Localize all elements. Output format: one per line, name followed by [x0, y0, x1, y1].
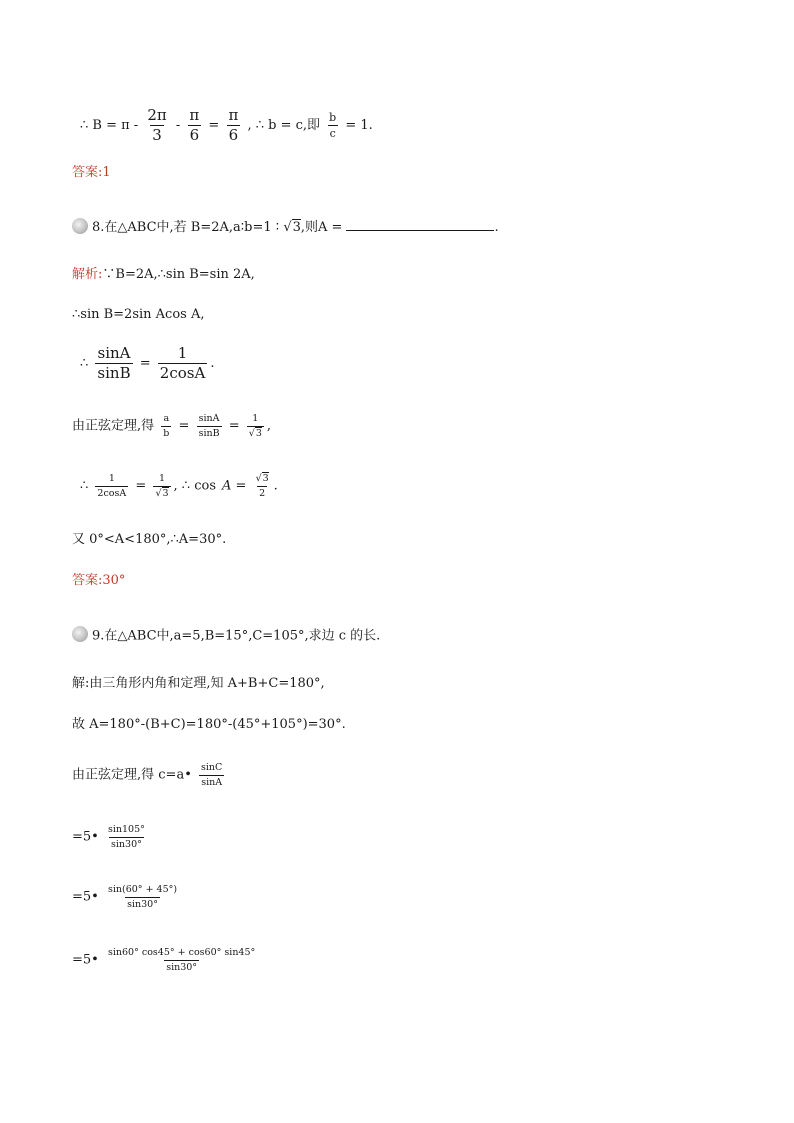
- fraction: [95, 346, 132, 381]
- numerator: sin105°: [107, 824, 145, 835]
- text: ∴ B = π -: [80, 118, 139, 133]
- question-bullet-icon: [72, 626, 88, 642]
- fraction: [153, 474, 170, 498]
- fraction: [145, 108, 168, 143]
- question-bullet-icon: [72, 218, 88, 234]
- denominator: 6: [228, 126, 239, 144]
- solution-9-line-6: [72, 948, 260, 972]
- fraction: [106, 825, 147, 849]
- numerator: 2π: [147, 106, 167, 124]
- fraction: [106, 948, 257, 972]
- text: , ∴ b = c,即: [247, 118, 321, 133]
- sqrt: √3: [248, 427, 262, 439]
- numerator: π: [189, 106, 200, 124]
- solution-8-line-1: [72, 268, 255, 281]
- numerator: π: [228, 106, 239, 124]
- solution-8-line-6: 又 0°<A<180°,∴A=30°.: [72, 532, 227, 547]
- denominator: 6: [189, 126, 200, 144]
- denominator: sin30°: [111, 838, 142, 850]
- denominator: sinB: [97, 364, 131, 382]
- text: ∵B=2A,∴sin B=sin 2A,: [102, 267, 255, 282]
- fraction: [197, 414, 222, 438]
- fraction: [106, 885, 179, 909]
- solution-label: 解析:: [72, 267, 103, 282]
- text: =5•: [72, 829, 99, 845]
- solution-9-line-1: 解:由三角形内角和定理,知 A+B+C=180°,: [72, 676, 325, 691]
- sqrt: √3: [283, 220, 301, 235]
- text: A =: [222, 478, 247, 494]
- solution-8-line-4: [72, 414, 271, 438]
- text: = 1.: [345, 118, 373, 133]
- denominator: b: [163, 427, 170, 439]
- numerator: 1: [108, 473, 115, 484]
- derivation-line-1: [80, 108, 373, 143]
- text: =: [135, 478, 147, 494]
- text: =: [228, 418, 240, 434]
- text: =: [178, 418, 190, 434]
- denominator: [247, 426, 264, 439]
- answer-1: 答案:1: [72, 165, 111, 180]
- numerator: sin60° cos45° + cos60° sin45°: [107, 947, 256, 958]
- text: =5•: [72, 889, 99, 905]
- sqrt: √3: [155, 487, 169, 499]
- text: -: [175, 118, 181, 133]
- text: ,: [266, 418, 272, 434]
- denominator: sinA: [201, 776, 223, 788]
- answer-2: 答案:30°: [72, 573, 126, 588]
- text: =: [139, 356, 151, 371]
- fraction: [187, 108, 201, 143]
- denominator: 2cosA: [159, 364, 206, 382]
- fraction: [247, 414, 264, 438]
- fraction: [158, 346, 208, 381]
- question-text: 9.在△ABC中,a=5,B=15°,C=105°,求边 c 的长.: [92, 628, 381, 644]
- radicand: 3: [162, 487, 169, 499]
- fraction: [254, 474, 271, 498]
- denominator: sin30°: [166, 961, 198, 973]
- text: .: [273, 478, 278, 494]
- denominator: 2cosA: [97, 487, 127, 499]
- solution-9-line-5: [72, 885, 182, 909]
- numerator: sin(60° + 45°): [107, 884, 178, 895]
- numerator: [254, 474, 271, 486]
- fraction: [95, 474, 128, 498]
- denominator: [153, 486, 170, 499]
- question-9: [72, 628, 380, 644]
- denominator: 2: [259, 487, 266, 499]
- fraction: [226, 108, 240, 143]
- fraction: [161, 414, 171, 438]
- numerator: sinA: [97, 344, 131, 362]
- numerator: b: [329, 111, 337, 124]
- solution-8-line-2: ∴sin B=2sin Acos A,: [72, 307, 205, 322]
- text: .: [210, 356, 215, 371]
- numerator: sinC: [201, 762, 223, 773]
- solution-9-line-4: [72, 825, 150, 849]
- denominator: c: [329, 127, 336, 140]
- text: =: [208, 118, 220, 133]
- radicand: 3: [262, 473, 269, 484]
- solution-9-line-3: [72, 763, 227, 787]
- denominator: sinB: [198, 427, 220, 439]
- numerator: 1: [177, 344, 188, 362]
- question-8: 8.在△ABC中,若 B=2A,a∶b=1 ∶ √3,则A = .: [72, 218, 499, 236]
- numerator: 1: [158, 473, 166, 484]
- fraction: [327, 112, 338, 139]
- text: 由正弦定理,得: [72, 418, 155, 434]
- solution-9-line-2: 故 A=180°-(B+C)=180°-(45°+105°)=30°.: [72, 717, 346, 732]
- text: 由正弦定理,得 c=a•: [72, 767, 192, 783]
- numerator: a: [163, 413, 170, 424]
- sqrt: √3: [255, 473, 269, 484]
- text: ∴: [80, 356, 89, 371]
- radicand: 3: [255, 427, 262, 439]
- answer-blank: [346, 218, 494, 231]
- denominator: sin30°: [127, 898, 158, 910]
- text: , ∴ cos: [173, 478, 216, 494]
- numerator: sinA: [198, 413, 220, 424]
- denominator: 3: [152, 126, 162, 144]
- text: ∴: [80, 478, 89, 494]
- solution-8-line-3: [80, 346, 214, 381]
- solution-8-line-5: [80, 474, 278, 498]
- question-text: ,则A =: [300, 220, 343, 235]
- numerator: 1: [252, 413, 259, 424]
- fraction: [199, 763, 224, 787]
- question-text: 8.在△ABC中,若 B=2A,a∶b=1 ∶: [92, 220, 280, 235]
- radicand: 3: [292, 220, 301, 235]
- text: =5•: [72, 952, 99, 968]
